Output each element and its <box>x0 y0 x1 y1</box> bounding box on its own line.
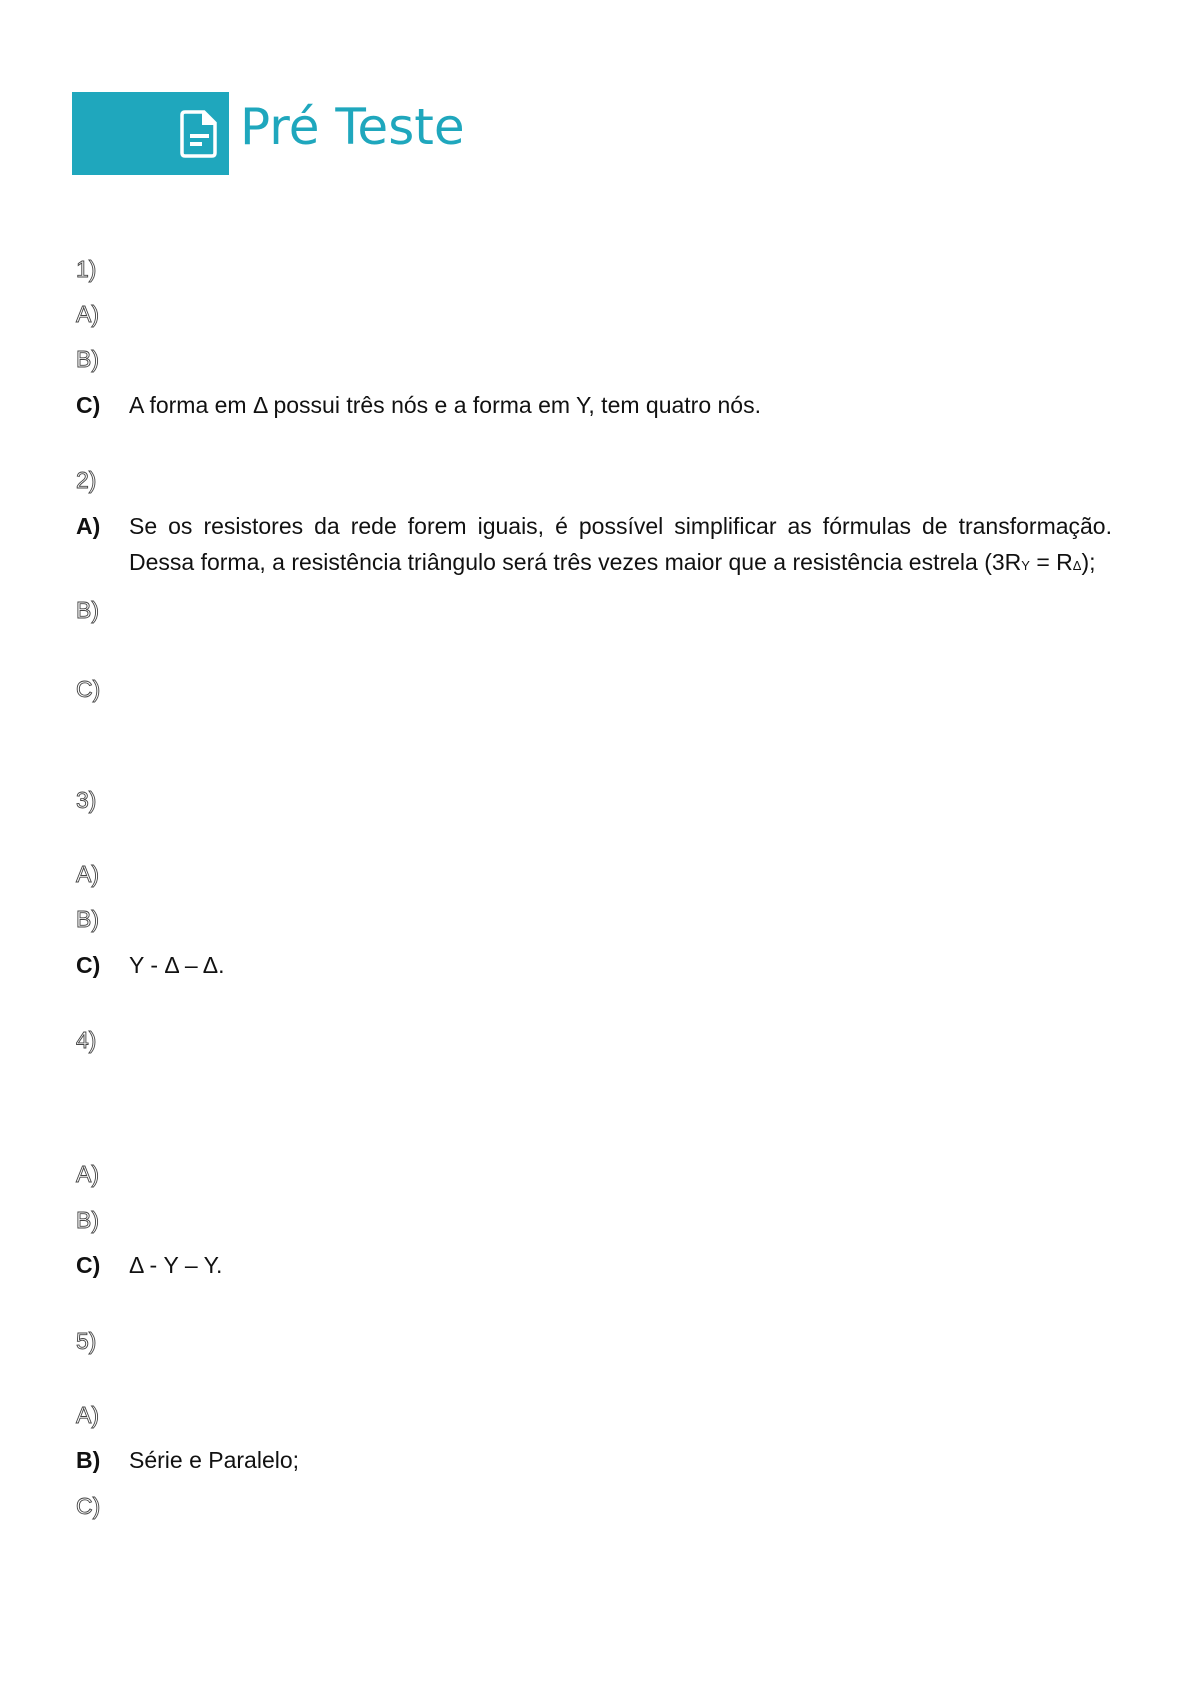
answer-label: C) <box>76 952 101 978</box>
option-label: A) <box>76 1402 99 1428</box>
answer-label: C) <box>76 392 101 418</box>
option-label: C) <box>76 1493 101 1519</box>
question-number: 2) <box>76 467 97 493</box>
answer-text-end: ); <box>1081 549 1096 575</box>
answer-label: C) <box>76 1252 101 1278</box>
question-number: 4) <box>76 1027 97 1053</box>
option-label: A) <box>76 1161 99 1187</box>
answer-label: A) <box>76 513 101 539</box>
option-label: B) <box>76 906 99 932</box>
question-number: 5) <box>76 1328 97 1354</box>
page-title: Pré Teste <box>240 98 465 156</box>
option-label: A) <box>76 861 99 887</box>
answer-text: Série e Paralelo; <box>129 1447 300 1473</box>
option-label: A) <box>76 301 99 327</box>
subscript: Y <box>1021 558 1030 573</box>
answer-text-main: Se os resistores da rede forem iguais, é possível simplificar as fórmulas de transformação. Dessa forma, a resistência triângulo será três vezes maior que a resistência estrela (3R <box>129 513 1112 575</box>
question-number: 3) <box>76 787 97 813</box>
answer-label: B) <box>76 1447 101 1473</box>
answer-text: Δ - Y – Y. <box>129 1252 223 1278</box>
question-number: 1) <box>76 256 97 282</box>
answer-text: Y - Δ – Δ. <box>129 952 225 978</box>
subscript: Δ <box>1072 558 1082 573</box>
answer-text <box>129 508 1112 584</box>
answer-text: A forma em Δ possui três nós e a forma em Y, tem quatro nós. <box>129 392 761 418</box>
document-icon <box>180 110 218 158</box>
option-label: B) <box>76 597 99 623</box>
option-label: B) <box>76 1207 99 1233</box>
option-label: C) <box>76 676 101 702</box>
answer-text-mid: = R <box>1029 549 1073 575</box>
option-label: B) <box>76 346 99 372</box>
